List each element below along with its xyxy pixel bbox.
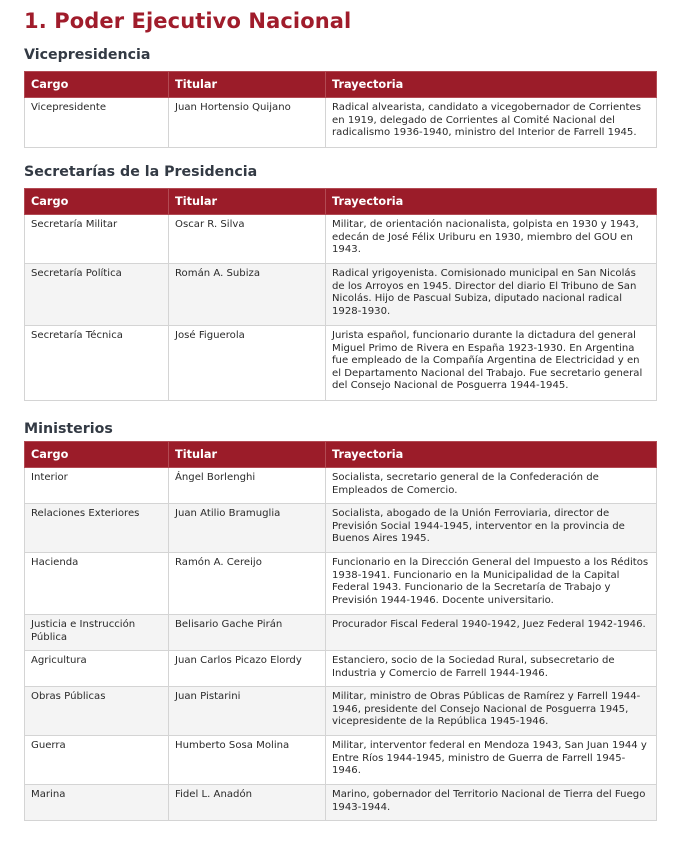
header-titular: Titular — [169, 189, 326, 215]
section-title-ministerios: Ministerios — [24, 421, 113, 437]
cell-trayectoria: Funcionario en la Dirección General del Impuesto a los Réditos 1938-1941. Funcionario en la Municipalidad de la Capital Federal 1943. Funcionario de la Secretaría de Trabajo y Previsión 1944-1946. Docente universitario. — [326, 553, 657, 615]
header-trayectoria: Trayectoria — [326, 72, 657, 98]
cell-titular: Belisario Gache Pirán — [169, 615, 326, 651]
cell-trayectoria: Procurador Fiscal Federal 1940-1942, Juez Federal 1942-1946. — [326, 615, 657, 651]
cell-titular: Humberto Sosa Molina — [169, 736, 326, 785]
table-row — [25, 785, 657, 821]
table-row — [25, 736, 657, 785]
cell-cargo: Secretaría Técnica — [25, 326, 169, 401]
table-row — [25, 687, 657, 736]
cell-titular: Román A. Subiza — [169, 264, 326, 326]
cell-trayectoria: Socialista, abogado de la Unión Ferroviaria, director de Previsión Social 1944-1945, interventor en la provincia de Buenos Aires 1945. — [326, 504, 657, 553]
cell-cargo: Secretaría Política — [25, 264, 169, 326]
table-row — [25, 98, 657, 148]
cell-titular: José Figuerola — [169, 326, 326, 401]
header-titular: Titular — [169, 72, 326, 98]
header-titular: Titular — [169, 442, 326, 468]
cell-trayectoria: Marino, gobernador del Territorio Nacional de Tierra del Fuego 1943-1944. — [326, 785, 657, 821]
cell-cargo: Marina — [25, 785, 169, 821]
table-row — [25, 264, 657, 326]
table-secretarias — [24, 188, 657, 401]
header-trayectoria: Trayectoria — [326, 442, 657, 468]
table-row — [25, 468, 657, 504]
header-cargo: Cargo — [25, 72, 169, 98]
table-row — [25, 326, 657, 401]
table-header-row — [25, 189, 657, 215]
table-header-row — [25, 442, 657, 468]
header-trayectoria: Trayectoria — [326, 189, 657, 215]
section-title-vicepresidencia: Vicepresidencia — [24, 47, 151, 63]
cell-cargo: Relaciones Exteriores — [25, 504, 169, 553]
cell-trayectoria: Jurista español, funcionario durante la dictadura del general Miguel Primo de Rivera en España 1923-1930. En Argentina fue empleado de la Compañía Argentina de Electricidad y en el Departamento Nacional del Trabajo. Fue secretario general del Consejo Nacional de Posguerra 1944-1945. — [326, 326, 657, 401]
section-title-secretarias: Secretarías de la Presidencia — [24, 164, 258, 180]
cell-cargo: Agricultura — [25, 651, 169, 687]
page-title: 1. Poder Ejecutivo Nacional — [24, 9, 352, 33]
cell-trayectoria: Estanciero, socio de la Sociedad Rural, subsecretario de Industria y Comercio de Farrell 1944-1946. — [326, 651, 657, 687]
cell-titular: Fidel L. Anadón — [169, 785, 326, 821]
cell-cargo: Justicia e Instrucción Pública — [25, 615, 169, 651]
table-row — [25, 553, 657, 615]
table-ministerios — [24, 441, 657, 821]
table-row — [25, 504, 657, 553]
cell-titular: Juan Atilio Bramuglia — [169, 504, 326, 553]
cell-cargo: Secretaría Militar — [25, 215, 169, 264]
table-header-row — [25, 72, 657, 98]
cell-titular: Juan Carlos Picazo Elordy — [169, 651, 326, 687]
cell-titular: Ramón A. Cereijo — [169, 553, 326, 615]
cell-cargo: Interior — [25, 468, 169, 504]
cell-trayectoria: Militar, interventor federal en Mendoza 1943, San Juan 1944 y Entre Ríos 1944-1945, ministro de Guerra de Farrell 1945-1946. — [326, 736, 657, 785]
cell-trayectoria: Radical alvearista, candidato a vicegobernador de Corrientes en 1919, delegado de Corrientes al Comité Nacional del radicalismo 1936-1940, ministro del Interior de Farrell 1945. — [326, 98, 657, 148]
header-cargo: Cargo — [25, 189, 169, 215]
table-vicepresidencia — [24, 71, 657, 148]
cell-titular: Juan Hortensio Quijano — [169, 98, 326, 148]
cell-titular: Ángel Borlenghi — [169, 468, 326, 504]
header-cargo: Cargo — [25, 442, 169, 468]
table-row — [25, 615, 657, 651]
cell-titular: Juan Pistarini — [169, 687, 326, 736]
table-row — [25, 651, 657, 687]
cell-trayectoria: Militar, ministro de Obras Públicas de Ramírez y Farrell 1944-1946, presidente del Consejo Nacional de Posguerra 1945, vicepresidente de la República 1945-1946. — [326, 687, 657, 736]
cell-cargo: Obras Públicas — [25, 687, 169, 736]
cell-titular: Oscar R. Silva — [169, 215, 326, 264]
cell-cargo: Vicepresidente — [25, 98, 169, 148]
cell-cargo: Hacienda — [25, 553, 169, 615]
cell-trayectoria: Socialista, secretario general de la Confederación de Empleados de Comercio. — [326, 468, 657, 504]
cell-cargo: Guerra — [25, 736, 169, 785]
cell-trayectoria: Radical yrigoyenista. Comisionado municipal en San Nicolás de los Arroyos en 1945. Director del diario El Tribuno de San Nicolás. Hijo de Pascual Subiza, diputado nacional radical 1928-1930. — [326, 264, 657, 326]
cell-trayectoria: Militar, de orientación nacionalista, golpista en 1930 y 1943, edecán de José Félix Uriburu en 1930, miembro del GOU en 1943. — [326, 215, 657, 264]
table-row — [25, 215, 657, 264]
